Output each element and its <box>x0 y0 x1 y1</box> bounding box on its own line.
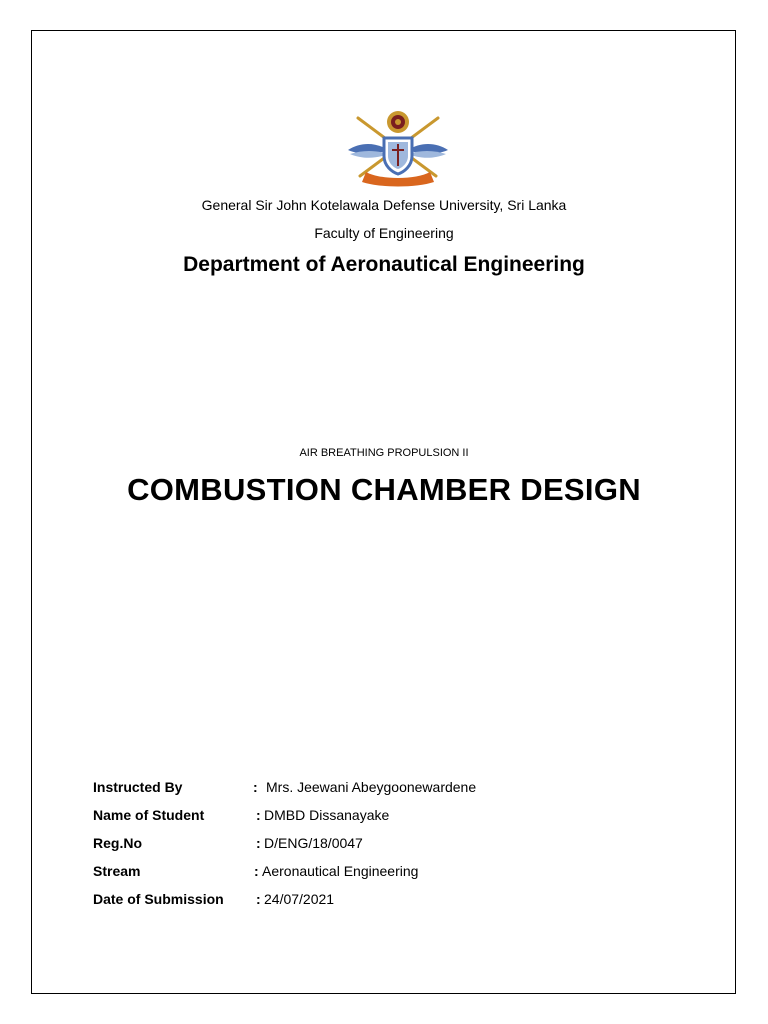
faculty-name: Faculty of Engineering <box>314 225 454 241</box>
detail-row-stream <box>93 862 653 890</box>
detail-label: Date of Submission <box>93 891 224 907</box>
detail-value: Mrs. Jeewani Abeygoonewardene <box>266 779 477 795</box>
detail-value: DMBD Dissanayake <box>264 807 390 823</box>
detail-colon: : <box>253 779 258 795</box>
detail-row-reg-no <box>93 834 653 862</box>
detail-label: Instructed By <box>93 779 183 795</box>
detail-row-submission-date <box>93 890 653 918</box>
detail-colon: : <box>256 807 261 823</box>
detail-colon: : <box>256 891 261 907</box>
detail-row-student <box>93 806 653 834</box>
detail-value: Aeronautical Engineering <box>262 863 419 879</box>
detail-value: 24/07/2021 <box>264 891 335 907</box>
report-title: COMBUSTION CHAMBER DESIGN <box>127 472 641 507</box>
detail-label: Stream <box>93 863 141 879</box>
detail-colon: : <box>254 863 259 879</box>
university-crest-icon <box>340 106 456 188</box>
detail-row-instructor <box>93 778 653 806</box>
detail-label: Name of Student <box>93 807 205 823</box>
university-name: General Sir John Kotelawala Defense University, Sri Lanka <box>201 197 567 213</box>
submission-details <box>93 778 653 918</box>
detail-label: Reg.No <box>93 835 142 851</box>
department-name: Department of Aeronautical Engineering <box>183 253 585 276</box>
detail-colon: : <box>256 835 261 851</box>
detail-value: D/ENG/18/0047 <box>264 835 363 851</box>
course-name: AIR BREATHING PROPULSION II <box>299 447 469 459</box>
